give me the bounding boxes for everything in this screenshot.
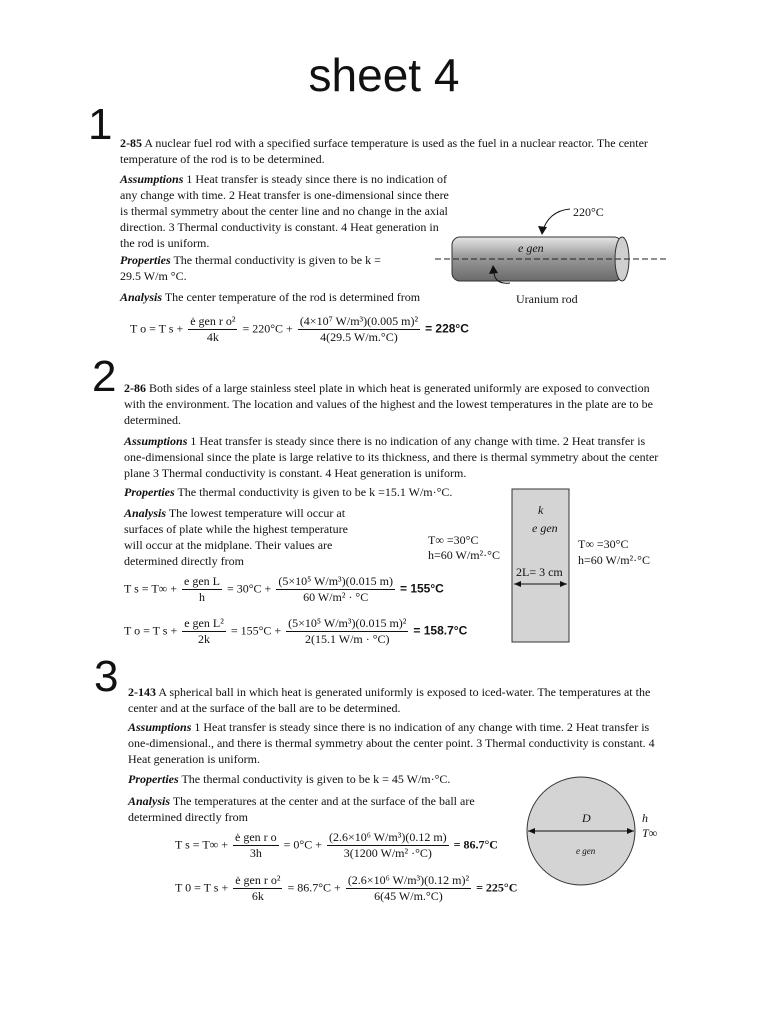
analysis-text: The lowest temperature will occur at surfaces of plate while the highest temperature will occur at the midplane. Their values are determined directly from bbox=[124, 506, 348, 568]
assumptions-text: 1 Heat transfer is steady since there is no indication of any change with time. 2 Heat transfer is one-dimensional since there is thermal symmetry about the center line and no change in the axial direction. 3 Thermal conductivity is constant. 4 Heat generation in the rod is uniform. bbox=[120, 172, 449, 250]
plate-thickness: 2L= 3 cm bbox=[516, 565, 563, 579]
problem-3-assumptions bbox=[128, 719, 668, 767]
assumptions-label: Assumptions bbox=[124, 434, 188, 448]
problem-3-properties bbox=[128, 771, 528, 787]
left-ambient-temp: T∞ =30°C bbox=[428, 533, 479, 547]
eq-fraction: $\frac{\text{ė gen r o}}{3h}$ bbox=[235, 830, 277, 860]
problem-code: 2-86 bbox=[124, 381, 146, 395]
problem-1-properties bbox=[120, 252, 390, 284]
right-conv-coeff: h=60 W/m²·°C bbox=[578, 553, 650, 567]
problem-code: 2-143 bbox=[128, 685, 156, 699]
rod-label: Uranium rod bbox=[516, 292, 578, 306]
properties-label: Properties bbox=[128, 772, 179, 786]
equation-midplane-temp bbox=[124, 616, 467, 647]
problem-2-intro bbox=[124, 380, 669, 428]
eq-result: = 228°C bbox=[425, 321, 469, 336]
properties-text: The thermal conductivity is given to be k = 45 W/m·°C. bbox=[181, 772, 451, 786]
properties-label: Properties bbox=[120, 253, 171, 267]
eq-mid: = 155°C + bbox=[230, 623, 282, 638]
problem-1-analysis bbox=[120, 289, 460, 305]
problem-2-analysis bbox=[124, 505, 369, 569]
sphere-figure bbox=[524, 774, 638, 888]
eq-fraction: $\frac{\text{(4×10⁷ W/m³)(0.005 m)²}}{4(29.5 W/m.^\circ C)}$ bbox=[299, 314, 419, 344]
problem-2-properties bbox=[124, 484, 504, 500]
right-ambient-temp: T∞ =30°C bbox=[578, 537, 629, 551]
analysis-label: Analysis bbox=[120, 290, 163, 304]
properties-label: Properties bbox=[124, 485, 175, 499]
eq-lhs: T o = T s + bbox=[124, 623, 178, 638]
analysis-text: The center temperature of the rod is determined from bbox=[164, 290, 421, 304]
problem-intro-text: A nuclear fuel rod with a specified surface temperature is used as the fuel in a nuclear reactor. The center temperature of the rod is to be determined. bbox=[120, 136, 648, 166]
eq-mid: = 220°C + bbox=[242, 321, 293, 336]
assumptions-text: 1 Heat transfer is steady since there is no indication of any change with time. 2 Heat transfer is one-dimensional since the plate is large relative to its thickness, and there is thermal symmetry about the center plane 3 Thermal conductivity is constant. 4 Heat generation is uniform. bbox=[124, 434, 659, 480]
eq-lhs: T 0 = T s + bbox=[175, 880, 229, 895]
eq-result: = 155°C bbox=[399, 581, 444, 596]
sphere-gen-label: e gen bbox=[576, 846, 596, 856]
analysis-label: Analysis bbox=[128, 794, 171, 808]
problem-number-3: 3 bbox=[94, 652, 119, 701]
equation-center-temp bbox=[130, 314, 469, 345]
eq-fraction: $\frac{\text{ė gen r o²}}{4k}$ bbox=[190, 314, 236, 344]
left-conv-coeff: h=60 W/m²·°C bbox=[428, 548, 500, 562]
plate-gen-label: e gen bbox=[532, 521, 558, 535]
sphere-h-label: h bbox=[642, 811, 648, 825]
rod-gen-label: e gen bbox=[518, 241, 544, 255]
equation-ball-surface-temp bbox=[175, 830, 498, 861]
eq-lhs: T s = T∞ + bbox=[124, 581, 177, 596]
eq-fraction: $\frac{\text{e gen L}}{h}$ bbox=[184, 574, 220, 604]
sphere-diameter-label: D bbox=[582, 811, 591, 825]
equation-ball-center-temp bbox=[175, 873, 517, 904]
eq-mid: = 0°C + bbox=[283, 837, 322, 852]
plate-k-label: k bbox=[538, 503, 544, 517]
eq-mid: = 30°C + bbox=[226, 581, 272, 596]
problem-intro-text: Both sides of a large stainless steel plate in which heat is generated uniformly are exposed to convection with the environment. The location and values of the highest and the lowest temperatures in the plate are to be determined. bbox=[124, 381, 653, 427]
eq-fraction: $\frac{\text{(2.6×10⁶ W/m³)(0.12 m)}}{\text{3(1200 W/m² ·°C)}}$ bbox=[329, 830, 447, 860]
page-title: sheet 4 bbox=[308, 49, 460, 101]
assumptions-text: 1 Heat transfer is steady since there is no indication of any change with time. 2 Heat transfer is one-dimensional., and there is thermal symmetry about the center point. 3 Thermal conductivity is constant. 4 Heat generation is uniform. bbox=[128, 720, 655, 766]
eq-lhs: T o = T s + bbox=[130, 321, 184, 336]
eq-lhs: T s = T∞ + bbox=[175, 837, 228, 852]
analysis-label: Analysis bbox=[124, 506, 167, 520]
eq-mid: = 86.7°C + bbox=[287, 880, 341, 895]
problem-code: 2-85 bbox=[120, 136, 142, 150]
problem-2-assumptions bbox=[124, 433, 669, 481]
eq-fraction: $\frac{\text{(5×10⁵ W/m³)(0.015 m)²}}{2(15.1 W/m \cdot ^\circ C)}$ bbox=[288, 616, 407, 646]
properties-text: The thermal conductivity is given to be k = 29.5 W/m °C. bbox=[120, 253, 381, 283]
eq-fraction: $\frac{\text{e gen L²}}{2k}$ bbox=[184, 616, 224, 646]
properties-text: The thermal conductivity is given to be k =15.1 W/m·°C. bbox=[177, 485, 453, 499]
rod-surface-temp: 220°C bbox=[573, 205, 604, 219]
problem-1-intro bbox=[120, 135, 660, 167]
eq-result: = 86.7°C bbox=[453, 837, 498, 852]
equation-surface-temp bbox=[124, 574, 444, 605]
eq-fraction: $\frac{\text{(5×10⁵ W/m³)(0.015 m)}}{\text{60 W/m² · °C}}$ bbox=[278, 574, 393, 604]
problem-1-assumptions bbox=[120, 171, 452, 251]
analysis-text: The temperatures at the center and at the surface of the ball are determined directly from bbox=[128, 794, 475, 824]
problem-3-intro bbox=[128, 684, 668, 716]
eq-result: = 158.7°C bbox=[413, 623, 468, 638]
sphere-ambient-label: T∞ bbox=[642, 826, 658, 840]
problem-3-analysis bbox=[128, 793, 508, 825]
problem-number-2: 2 bbox=[92, 352, 117, 401]
problem-number-1: 1 bbox=[88, 100, 113, 149]
eq-fraction: $\frac{\text{(2.6×10⁶ W/m³)(0.12 m)²}}{6(45 W/m.^\circ C)}$ bbox=[347, 873, 470, 903]
assumptions-label: Assumptions bbox=[120, 172, 184, 186]
problem-intro-text: A spherical ball in which heat is generated uniformly is exposed to iced-water. The temperatures at the center and at the surface of the ball are to be determined. bbox=[128, 685, 651, 715]
eq-result: = 225°C bbox=[476, 880, 518, 895]
assumptions-label: Assumptions bbox=[128, 720, 192, 734]
eq-fraction: $\frac{\text{ė gen r o²}}{6k}$ bbox=[235, 873, 281, 903]
